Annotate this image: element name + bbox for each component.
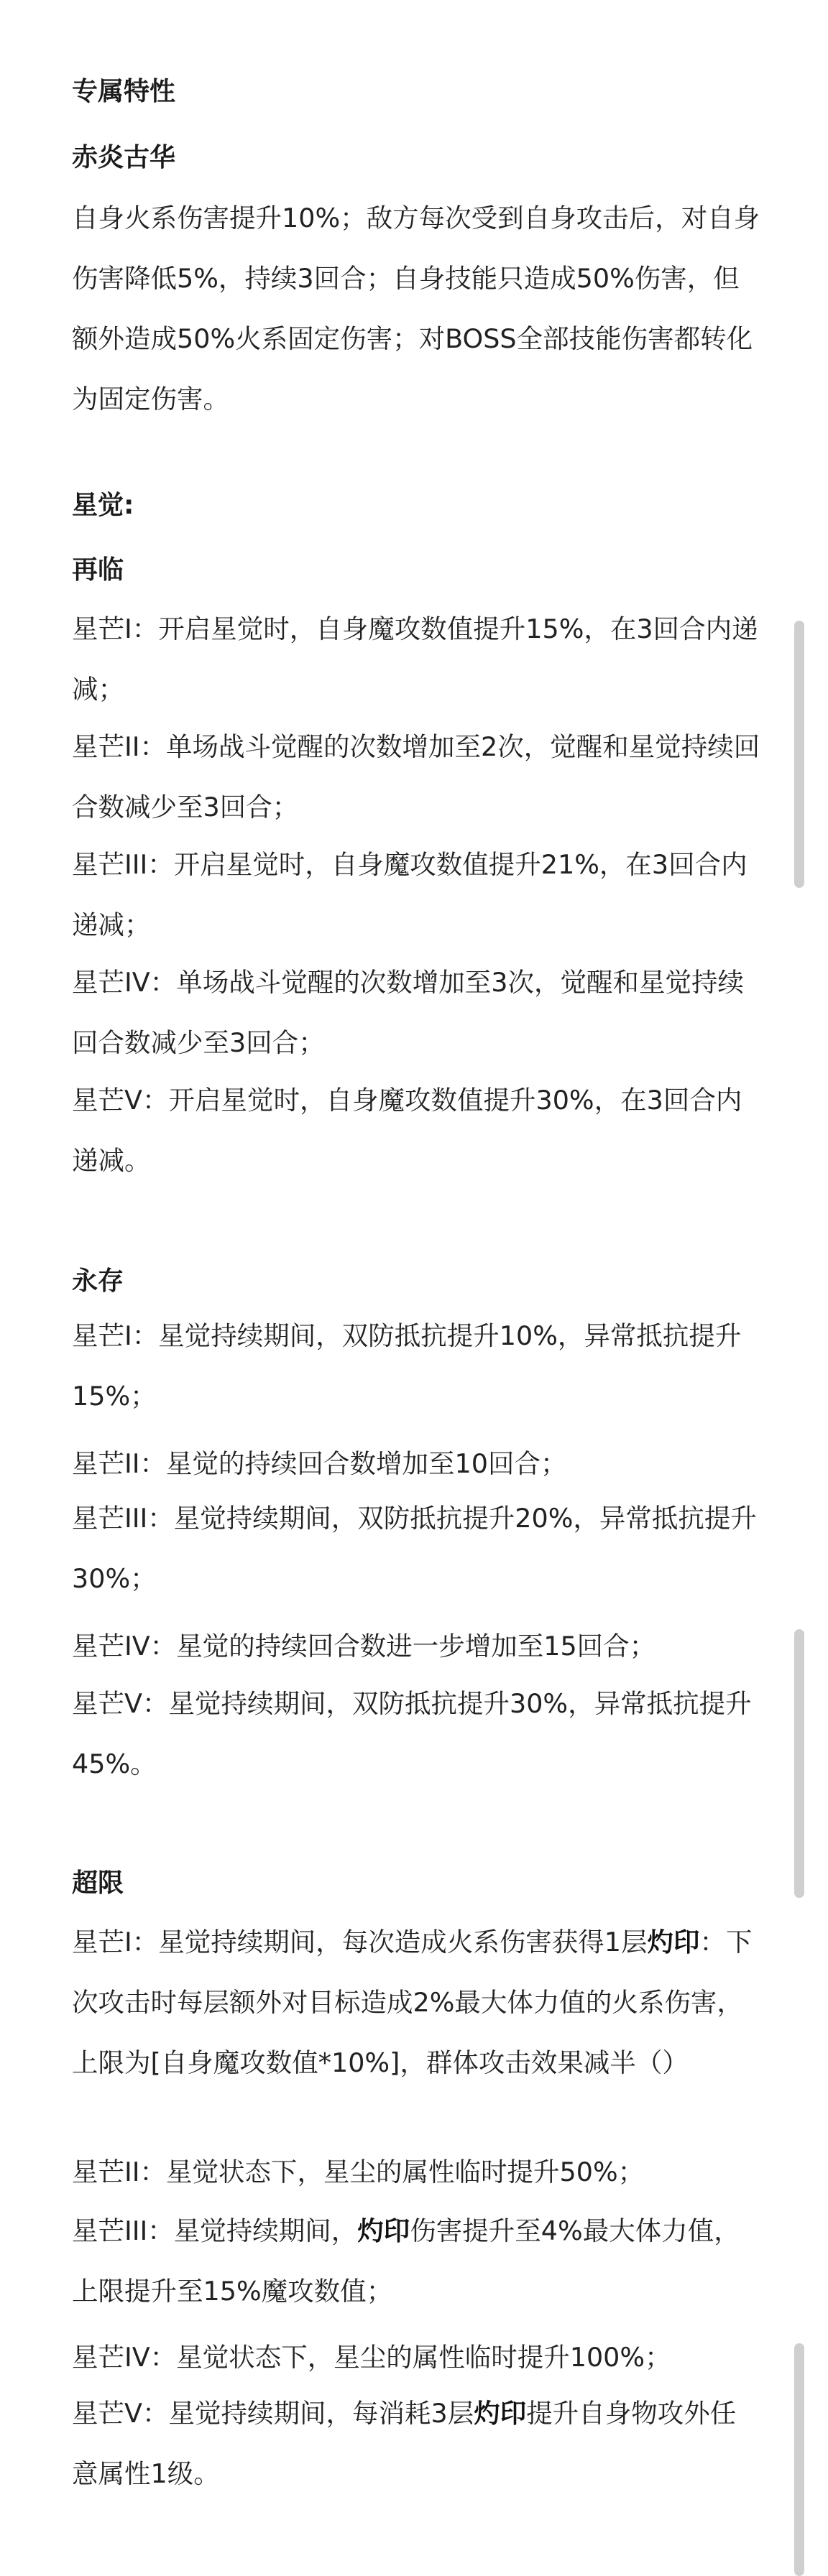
chaoxian-item-2: 星芒II：星觉状态下，星尘的属性临时提升50%；	[72, 2156, 645, 2187]
zhuoyin-term: 灼印	[474, 2398, 527, 2429]
chaoxian-title: 超限	[72, 1868, 124, 1898]
zhuoyin-term: 灼印	[647, 1927, 700, 1958]
yongcun-item-1: 星芒I：星觉持续期间，双防抵抗提升10%，异常抵抗提升15%；	[72, 1320, 742, 1412]
exclusive-text: 自身火系伤害提升10%；敌方每次受到自身攻击后，对自身伤害降低5%，持续3回合；自身技能只造成50%伤害，但额外造成50%火系固定伤害；对BOSS全部技能伤害都转化为固定伤害。	[72, 203, 760, 414]
exclusive-subheading: 赤炎古华	[72, 143, 176, 172]
scrollbar-thumb[interactable]	[794, 621, 804, 888]
zailin-item-2: 星芒II：单场战斗觉醒的次数增加至2次，觉醒和星觉持续回合数减少至3回合；	[72, 731, 760, 823]
yongcun-item-3: 星芒III：星觉持续期间，双防抵抗提升20%，异常抵抗提升30%；	[72, 1503, 757, 1594]
scrollbar-thumb[interactable]	[794, 1629, 804, 1898]
exclusive-heading: 专属特性	[72, 77, 176, 106]
yongcun-title: 永存	[72, 1266, 124, 1296]
zailin-item-5: 星芒V：开启星觉时，自身魔攻数值提升30%，在3回合内递减。	[72, 1085, 742, 1176]
chaoxian-item-1: 星芒I：星觉持续期间，每次造成火系伤害获得1层灼印：下次攻击时每层额外对目标造成2%最大体力值的火系伤害，上限为[自身魔攻数值*10%]，群体攻击效果减半（）	[72, 1927, 753, 2078]
zailin-item-3: 星芒III：开启星觉时，自身魔攻数值提升21%，在3回合内递减；	[72, 849, 748, 940]
chaoxian-item-5: 星芒V：星觉持续期间，每消耗3层灼印提升自身物攻外任意属性1级。	[72, 2398, 737, 2489]
chaoxian-item-4: 星芒IV：星觉状态下，星尘的属性临时提升100%；	[72, 2342, 671, 2373]
scrollbar-thumb[interactable]	[794, 2343, 804, 2576]
chaoxian-item-3: 星芒III：星觉持续期间，灼印伤害提升至4%最大体力值，上限提升至15%魔攻数值；	[72, 2215, 740, 2307]
zailin-item-1: 星芒I：开启星觉时，自身魔攻数值提升15%，在3回合内递减；	[72, 613, 758, 705]
yongcun-item-5: 星芒V：星觉持续期间，双防抵抗提升30%，异常抵抗提升45%。	[72, 1688, 752, 1779]
zailin-item-4: 星芒IV：单场战斗觉醒的次数增加至3次，觉醒和星觉持续回合数减少至3回合；	[72, 967, 744, 1058]
zailin-title: 再临	[72, 555, 124, 585]
yongcun-item-2: 星芒II：星觉的持续回合数增加至10回合；	[72, 1448, 567, 1479]
zhuoyin-term: 灼印	[357, 2215, 410, 2246]
awakening-heading: 星觉:	[72, 491, 134, 520]
yongcun-item-4: 星芒IV：星觉的持续回合数进一步增加至15回合；	[72, 1631, 656, 1662]
